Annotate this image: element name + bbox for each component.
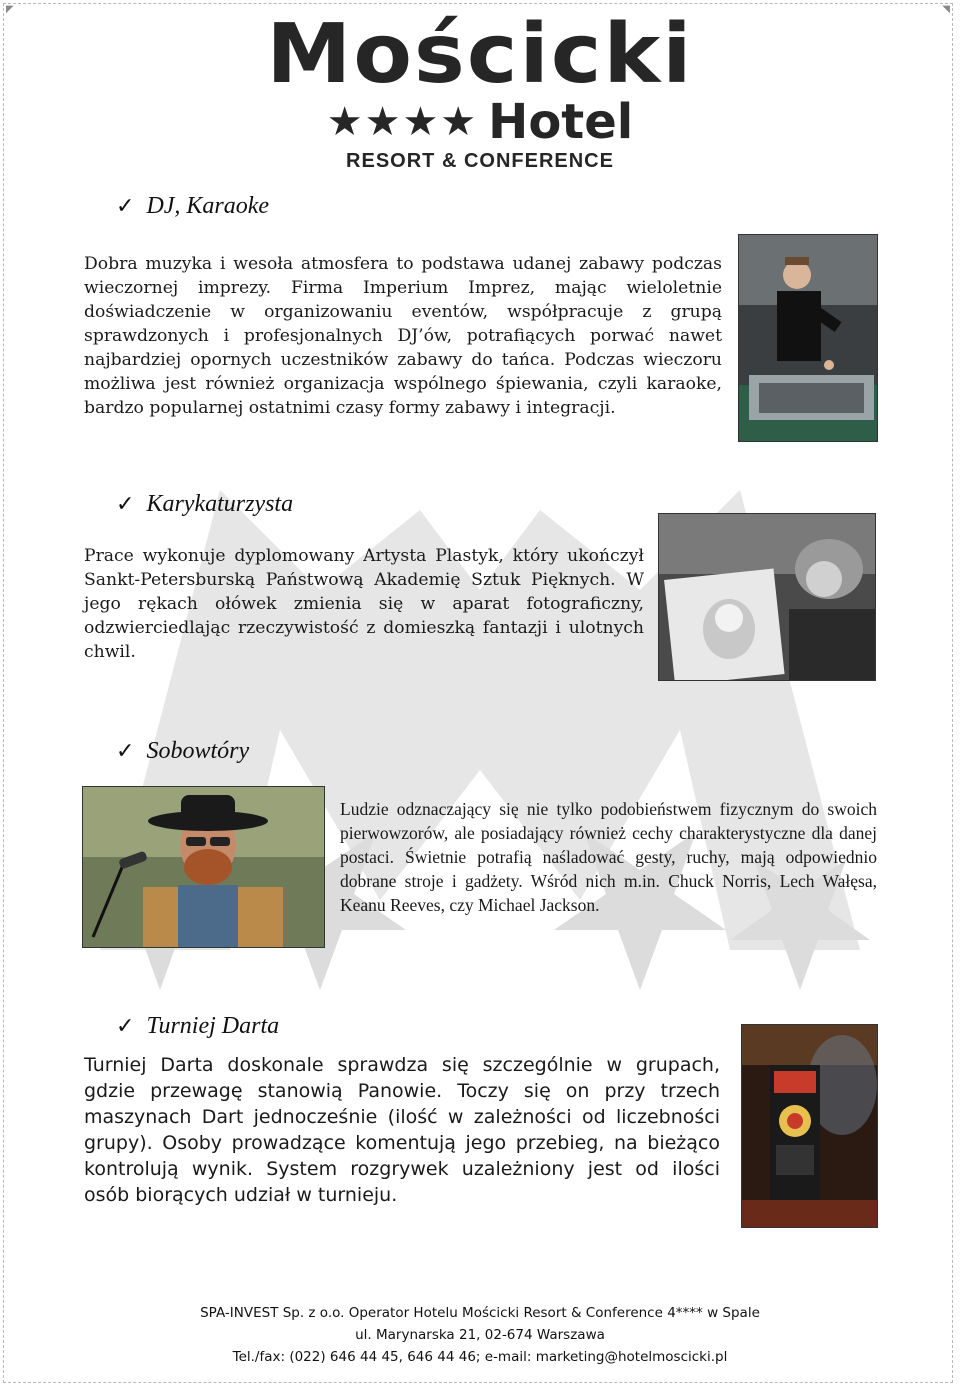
footer-address: ul. Marynarska 21, 02-674 Warszawa xyxy=(355,1327,605,1343)
check-icon: ✓ xyxy=(116,739,135,764)
caricaturist-photo xyxy=(658,513,876,681)
section-heading-lookalikes xyxy=(116,738,249,765)
check-icon: ✓ xyxy=(116,194,135,219)
section-text-caricaturist: Prace wykonuje dyplomowany Artysta Plastyk, który ukończył Sankt-Petersburską Państwową Akademię Sztuk Pięknych. W jego rękach ołówek zmienia się w aparat fotograficzny, odzwierciedlając rzeczywistość z domieszką fantazji i ulotnych chwil. xyxy=(84,546,644,662)
logo-subtitle: RESORT & CONFERENCE xyxy=(346,150,614,172)
section-heading-caricaturist xyxy=(116,491,293,518)
check-icon: ✓ xyxy=(116,492,135,517)
corner-mark-top-right: ◥ xyxy=(942,4,950,15)
logo-name: Mościcki xyxy=(266,7,694,102)
section-heading-dj xyxy=(116,193,269,220)
corner-mark-top-left: ◤ xyxy=(6,4,14,15)
heading-text: Turniej Darta xyxy=(146,1013,280,1039)
logo-stars: ★★★★ xyxy=(326,99,479,145)
section-text-darts: Turniej Darta doskonale sprawdza się szczególnie w grupach, gdzie przewagę stanowią Panowie. Toczy się on przy trzech maszynach Dart jednocześnie (ilość w zależności od liczebności grupy). Osoby prowadzące komentują jego przebieg, na bieżąco kontrolują wynik. System rozgrywek uzależniony jest od ilości osób biorących udział w turnieju. xyxy=(84,1054,720,1206)
logo-row xyxy=(240,94,720,150)
dj-photo xyxy=(738,234,878,442)
heading-text: DJ, Karaoke xyxy=(146,193,270,219)
logo-hotel: Hotel xyxy=(488,94,634,150)
dart-machine-photo xyxy=(741,1024,878,1228)
hotel-logo xyxy=(240,7,720,180)
section-heading-darts xyxy=(116,1013,279,1040)
lookalike-photo xyxy=(82,786,325,948)
footer-contact: Tel./fax: (022) 646 44 45, 646 44 46; e-mail: marketing@hotelmoscicki.pl xyxy=(232,1349,728,1365)
heading-text: Karykaturzysta xyxy=(146,491,294,517)
check-icon: ✓ xyxy=(116,1014,135,1039)
footer-company: SPA-INVEST Sp. z o.o. Operator Hotelu Mościcki Resort & Conference 4**** w Spale xyxy=(200,1305,760,1321)
heading-text: Sobowtóry xyxy=(146,738,250,764)
section-text-lookalikes: Ludzie odznaczający się nie tylko podobieństwem fizycznym do swoich pierwowzorów, ale posiadający również cechy charakterystyczne dla danej postaci. Świetnie potrafią naśladować gesty, ruchy, mają odpowiednio dobrane stroje i gadżety. Wśród nich m.in. Chuck Norris, Lech Wałęsa, Keanu Reeves, czy Michael Jackson. xyxy=(340,799,877,915)
section-text-dj: Dobra muzyka i wesoła atmosfera to podstawa udanej zabawy podczas wieczornej imprezy. Firma Imperium Imprez, mając wieloletnie doświadczenie w organizowaniu eventów, współpracuje z grupą sprawdzonych i profesjonalnych DJ’ów, potrafiących porwać nawet najbardziej opornych uczestników zabawy do tańca. Podczas wieczoru możliwa jest również organizacja wspólnego śpiewania, czyli karaoke, bardzo popularnej ostatnimi czasy formy zabawy i integracji. xyxy=(84,254,722,418)
